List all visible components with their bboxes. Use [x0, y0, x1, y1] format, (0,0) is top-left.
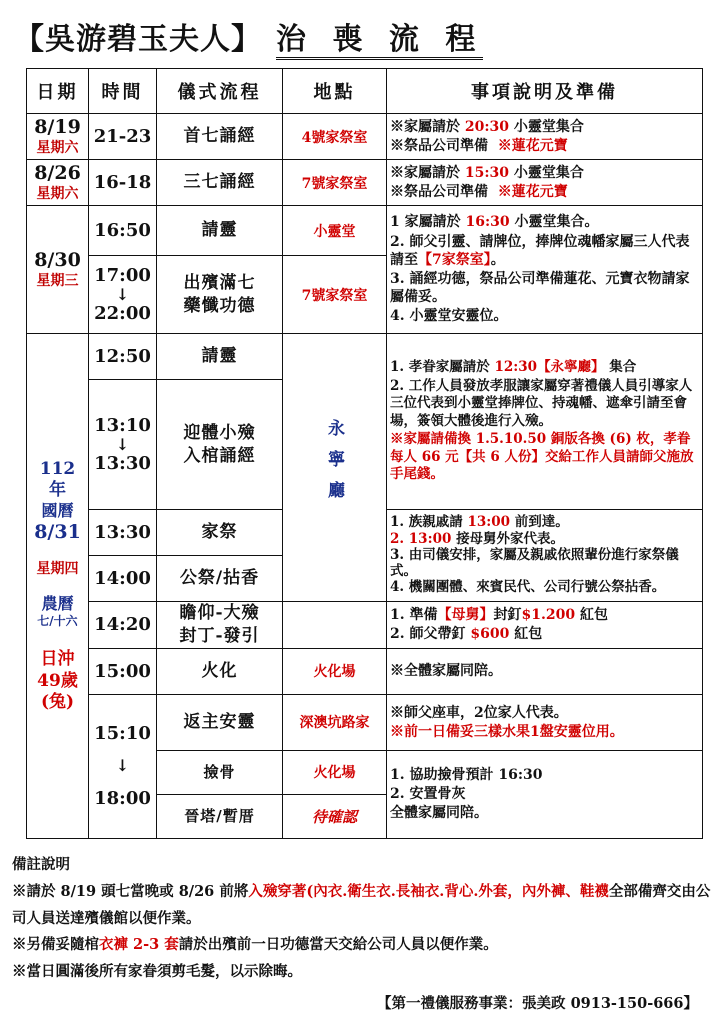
rite-cell: 火化: [157, 648, 283, 694]
place-cell: [283, 602, 387, 649]
date-cell: [27, 206, 89, 334]
table-row: [27, 694, 703, 750]
date-cell-main: 112 年 國曆 8/31 星期四 農曆 七/十六 日沖 49歲 (兔): [27, 334, 89, 839]
table-row: [27, 334, 703, 380]
weekday: 星期三: [36, 272, 79, 289]
rite-cell: 迎體小殮 入棺誦經: [157, 380, 283, 510]
time-cell: 16-18: [89, 160, 157, 206]
title-name: 【吳游碧玉夫人】: [14, 22, 262, 57]
time-cell: 16:50: [89, 206, 157, 256]
rite-cell: 返主安靈: [157, 694, 283, 750]
time-cell: 15:10 ↓ 18:00: [89, 694, 157, 838]
date-cell: [27, 114, 89, 160]
time-cell: 13:10 ↓ 13:30: [89, 380, 157, 510]
notes-cell: 1 家屬請於 16:30 小靈堂集合。 2. 師父引靈、請牌位，捧牌位魂幡家屬三人代表請至【7家祭室】。 3. 誦經功德，祭品公司準備蓮花、元寶衣物請家屬備妥。 4. 小靈堂安靈位。: [387, 206, 703, 334]
place-cell: 4號家祭室: [283, 114, 387, 160]
time-cell: 15:00: [89, 648, 157, 694]
rite-cell: 家祭: [157, 510, 283, 556]
time-cell: 17:00 ↓ 22:00: [89, 256, 157, 334]
weekday: 星期六: [36, 185, 79, 202]
table-row: [27, 160, 703, 206]
rite-cell: 撿骨: [157, 750, 283, 794]
time-cell: 21-23: [89, 114, 157, 160]
date-cell: [27, 160, 89, 206]
time-cell: 12:50: [89, 334, 157, 380]
notes-cell: ※全體家屬同陪。: [387, 648, 703, 694]
notes-cell: 1. 協助撿骨預計 16:30 2. 安置骨灰 全體家屬同陪。: [387, 750, 703, 838]
time-cell: 14:20: [89, 602, 157, 649]
footer-heading: 備註說明: [12, 856, 70, 873]
header-rite: 儀式流程: [157, 69, 283, 114]
date: 8/30: [34, 248, 81, 271]
place-cell: 小靈堂: [283, 206, 387, 256]
arrow-down-icon: ↓: [115, 284, 130, 304]
rite-cell: 公祭/拈香: [157, 556, 283, 602]
notes-cell: 1. 孝眷家屬請於 12:30【永寧廳】 集合 2. 工作人員發放孝服讓家屬穿著禮儀人員引導家人三位代表到小靈堂捧牌位、持魂幡、遮傘引請至會場，簽領大體後進行入殮。 ※家屬請備換 1.5.10.50 銅版各換 (6) 枚，孝眷每人 66 元【共 6 人份】交給工作人員請師父施放手尾錢。: [387, 334, 703, 510]
rite-cell: 出殯滿七 藥懺功德: [157, 256, 283, 334]
time-cell: 13:30: [89, 510, 157, 556]
rite-cell: 三七誦經: [157, 160, 283, 206]
arrow-down-icon: ↓: [115, 756, 130, 776]
weekday: 星期六: [36, 139, 79, 156]
place-cell: 7號家祭室: [283, 160, 387, 206]
footer-line-2: ※另備妥隨棺衣褲 2-3 套請於出殯前一日功德當天交給公司人員以便作業。: [12, 936, 498, 954]
place-cell: 待確認: [283, 794, 387, 838]
table-row: [27, 206, 703, 256]
date: 8/26: [34, 161, 81, 184]
header-time: 時間: [89, 69, 157, 114]
notes-cell: ※家屬請於 15:30 小靈堂集合 ※祭品公司準備 ※蓮花元寶: [387, 160, 703, 206]
title-sub: 治 喪 流 程: [276, 22, 483, 60]
rite-cell: 首七誦經: [157, 114, 283, 160]
notes-cell: 1. 準備【母舅】封釘$1.200 紅包 2. 師父帶釘 $600 紅包: [387, 602, 703, 649]
footer-line-3: ※當日圓滿後所有家眷須剪毛髮，以示除晦。: [12, 963, 302, 981]
rite-cell: 請靈: [157, 334, 283, 380]
date: 8/19: [34, 115, 81, 138]
header-date: 日期: [27, 69, 89, 114]
time-cell: 14:00: [89, 556, 157, 602]
header-place: 地點: [283, 69, 387, 114]
hall-cell: [283, 334, 387, 602]
header-notes: 事項說明及準備: [387, 69, 703, 114]
contact-signature: 【第一禮儀服務事業：張美政 0913-150-666】: [377, 995, 698, 1012]
place-cell: 火化場: [283, 750, 387, 794]
table-row: [27, 648, 703, 694]
rite-cell: 瞻仰-大殮 封丁-發引: [157, 602, 283, 649]
notes-cell: ※家屬請於 20:30 小靈堂集合 ※祭品公司準備 ※蓮花元寶: [387, 114, 703, 160]
table-row: [27, 114, 703, 160]
place-cell: 7號家祭室: [283, 256, 387, 334]
place-cell: 深澳坑路家: [283, 694, 387, 750]
table-row: [27, 602, 703, 649]
page-title: [14, 14, 483, 58]
arrow-down-icon: ↓: [115, 434, 130, 454]
schedule-table: [26, 68, 703, 839]
place-cell: 火化場: [283, 648, 387, 694]
footer-notes: [12, 852, 712, 986]
rite-cell: 晉塔/暫厝: [157, 794, 283, 838]
notes-cell: ※師父座車，2位家人代表。 ※前一日備妥三樣水果1盤安靈位用。: [387, 694, 703, 750]
rite-cell: 請靈: [157, 206, 283, 256]
header-row: [27, 69, 703, 114]
footer-line-1: ※請於 8/19 頭七當晚或 8/26 前將入殮穿著(內衣.衛生衣.長袖衣.背心.外套，內外褲、鞋襪全部備齊交由公司人員送達殯儀館以便作業。: [12, 882, 711, 927]
notes-cell: 1. 族親戚請 13:00 前到達。 2. 13:00 接母舅外家代表。 3. 由司儀安排，家屬及親戚依照輩份進行家祭儀式。 4. 機關團體、來賓民代、公司行號公祭拈香。: [387, 510, 703, 602]
hall-name: 永寧廳: [324, 419, 344, 512]
